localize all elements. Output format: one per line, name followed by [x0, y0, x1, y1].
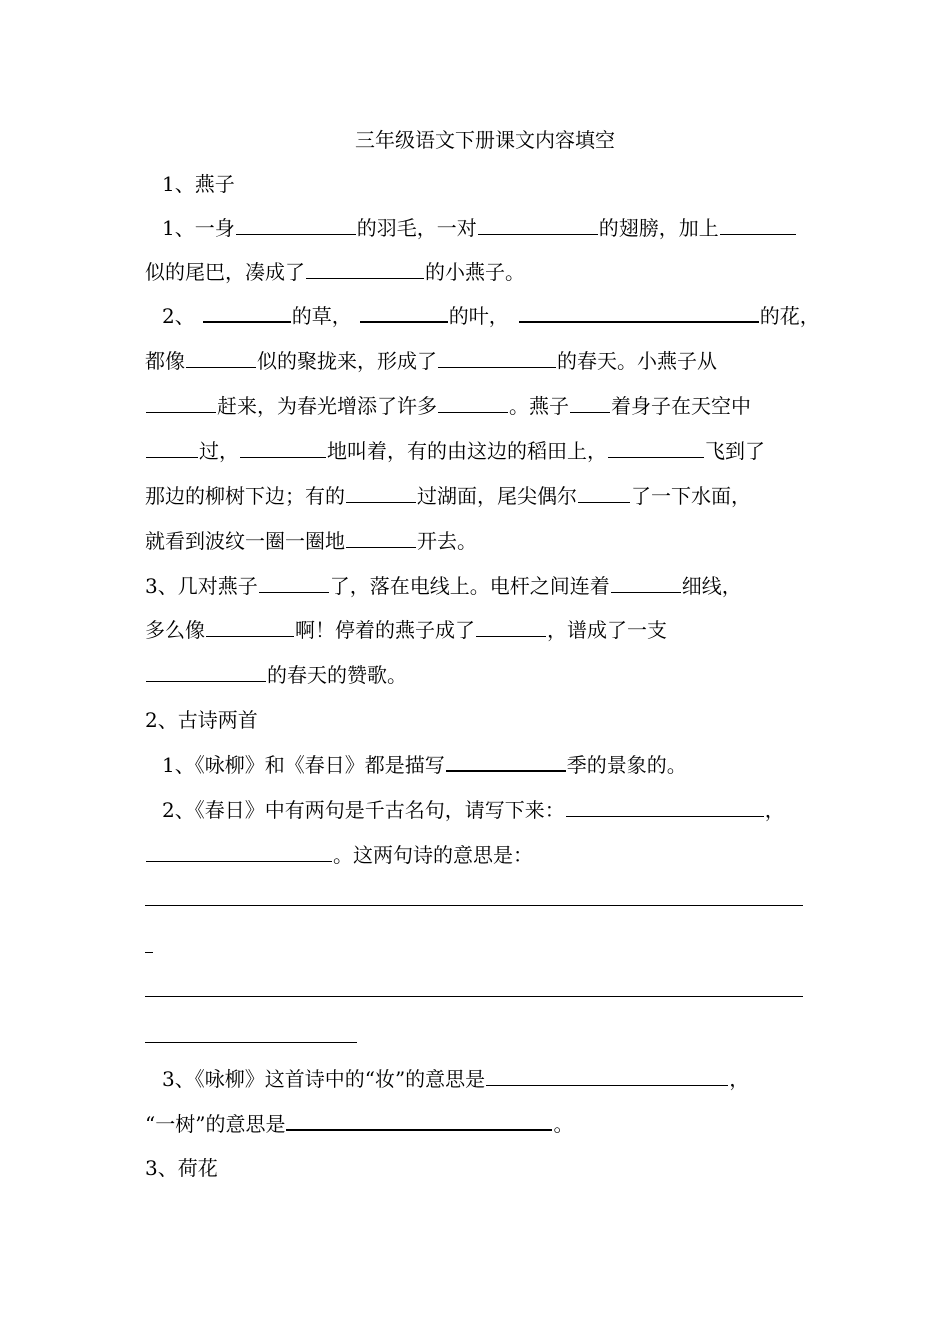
blank[interactable]	[578, 501, 630, 503]
q2-line-5: 那边的柳树下边；有的 过湖面，尾尖偶尔 了一下水面，	[145, 484, 751, 508]
q2-line-1: 2、 的草， 的叶， 的花，	[162, 304, 820, 328]
blank[interactable]	[286, 1128, 552, 1131]
q2-line-2: 都像 似的聚拢来，形成了 的春天。小燕子从	[145, 349, 717, 373]
q2-line-3: 赶来，为春光增添了许多 。燕子 着身子在天空中	[145, 390, 751, 422]
blank[interactable]	[259, 591, 329, 593]
q2-line-4: 过， 地叫着，有的由这边的稻田上， 飞到了	[145, 435, 765, 467]
answer-line[interactable]	[145, 952, 153, 953]
blank[interactable]	[438, 366, 556, 368]
q3-line-1: 3、几对燕子 了，落在电线上。电杆之间连着 细线，	[145, 574, 742, 598]
blank[interactable]	[146, 680, 266, 682]
answer-line[interactable]	[145, 1042, 357, 1043]
blank[interactable]	[611, 591, 681, 593]
blank[interactable]	[346, 546, 416, 548]
blank[interactable]	[240, 456, 326, 458]
page-title: 三年级语文下册课文内容填空	[355, 128, 615, 152]
blank[interactable]	[203, 320, 291, 323]
blank[interactable]	[206, 635, 294, 637]
s2-q3-line-2: “一树”的意思是 。	[145, 1112, 574, 1136]
answer-line[interactable]	[145, 905, 803, 906]
blank[interactable]	[720, 233, 796, 235]
blank[interactable]	[236, 233, 356, 235]
blank[interactable]	[146, 456, 198, 458]
q2-line-6: 就看到波纹一圈一圈地 开去。	[145, 529, 477, 553]
blank[interactable]	[146, 411, 216, 413]
s2-q3-line-1: 3、《咏柳》这首诗中的“妆”的意思是 ，	[162, 1067, 750, 1091]
blank[interactable]	[478, 233, 598, 235]
s2-q2-line-2: 。这两句诗的意思是：	[145, 839, 533, 871]
answer-line[interactable]	[145, 996, 803, 997]
section-heading-yanzi: 1、燕子	[162, 172, 235, 196]
blank[interactable]	[476, 635, 546, 637]
s2-q1: 1、《咏柳》和《春日》都是描写 季的景象的。	[162, 753, 687, 777]
q1-line-1: 1、一身 的羽毛，一对 的翅膀，加上	[162, 212, 797, 244]
blank[interactable]	[519, 320, 759, 323]
s2-q2-line-1: 2、《春日》中有两句是千古名句，请写下来： ，	[162, 798, 785, 822]
q3-line-2: 多么像 啊！停着的燕子成了 ，谱成了一支	[145, 618, 667, 642]
section-heading-gushi: 2、古诗两首	[145, 708, 258, 732]
blank[interactable]	[486, 1084, 728, 1086]
blank[interactable]	[608, 456, 704, 458]
blank[interactable]	[306, 277, 424, 279]
q1-line-2: 似的尾巴，凑成了 的小燕子。	[145, 260, 525, 284]
blank[interactable]	[146, 860, 332, 862]
section-heading-hehua: 3、荷花	[145, 1156, 218, 1180]
blank[interactable]	[186, 366, 256, 368]
blank[interactable]	[346, 501, 416, 503]
blank[interactable]	[566, 815, 764, 817]
blank[interactable]	[360, 320, 448, 323]
q3-line-3: 的春天的赞歌。	[145, 659, 407, 691]
blank[interactable]	[438, 411, 508, 413]
blank[interactable]	[570, 411, 610, 413]
blank[interactable]	[446, 769, 566, 772]
